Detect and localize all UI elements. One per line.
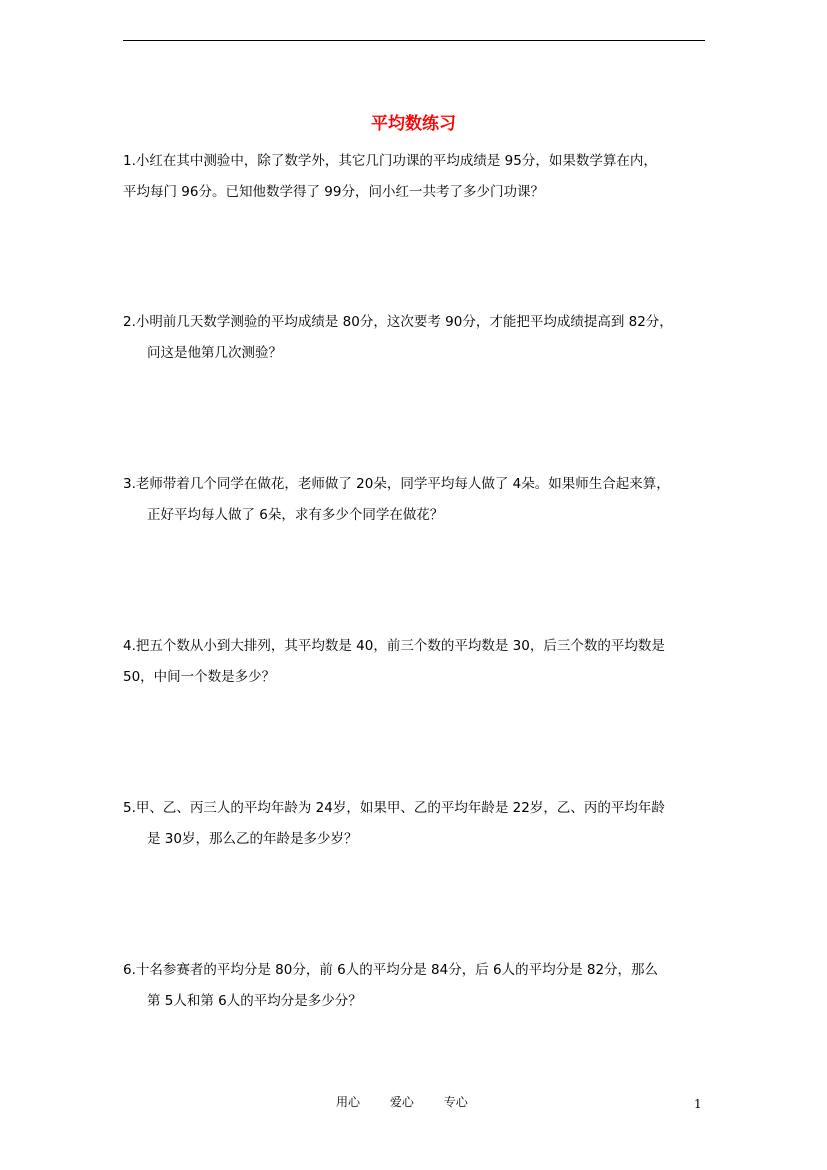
page-number: 1 — [694, 1097, 702, 1111]
question-2 — [123, 307, 713, 369]
footer-motto — [336, 1094, 494, 1110]
question-line: 1.小红在其中测验中，除了数学外，其它几门功课的平均成绩是 95分，如果数学算在内， — [123, 153, 657, 169]
question-line: 5.甲、乙、丙三人的平均年龄为 24岁，如果甲、乙的平均年龄是 22岁，乙、丙的平均年龄 — [123, 800, 665, 816]
question-6 — [123, 955, 713, 1017]
question-line: 2.小明前几天数学测验的平均成绩是 80分，这次要考 90分，才能把平均成绩提高到 82分， — [123, 314, 673, 330]
question-line: 4.把五个数从小到大排列，其平均数是 40，前三个数的平均数是 30，后三个数的平均数是 — [123, 638, 665, 654]
question-line: 50，中间一个数是多少？ — [123, 669, 276, 685]
question-line: 是 30岁，那么乙的年龄是多少岁？ — [147, 831, 358, 847]
question-line: 3.老师带着几个同学在做花，老师做了 20朵，同学平均每人做了 4朵。如果师生合起来算， — [123, 476, 670, 492]
footer-item: 用心 — [336, 1095, 361, 1109]
question-line: 平均每门 96分。已知他数学得了 99分，问小红一共考了多少门功课？ — [123, 184, 544, 200]
question-line: 6.十名参赛者的平均分是 80分，前 6人的平均分是 84分，后 6人的平均分是 82分，那么 — [123, 962, 659, 978]
question-4 — [123, 631, 713, 693]
header-rule — [123, 40, 705, 41]
question-5 — [123, 793, 713, 855]
question-line: 第 5人和第 6人的平均分是多少分？ — [147, 993, 362, 1009]
question-1 — [123, 146, 713, 208]
question-line: 问这是他第几次测验？ — [147, 345, 282, 361]
page-title: 平均数练习 — [371, 114, 456, 134]
question-3 — [123, 469, 713, 531]
footer-item: 专心 — [443, 1095, 468, 1109]
question-line: 正好平均每人做了 6朵，求有多少个同学在做花？ — [147, 507, 444, 523]
footer-item: 爱心 — [389, 1095, 414, 1109]
